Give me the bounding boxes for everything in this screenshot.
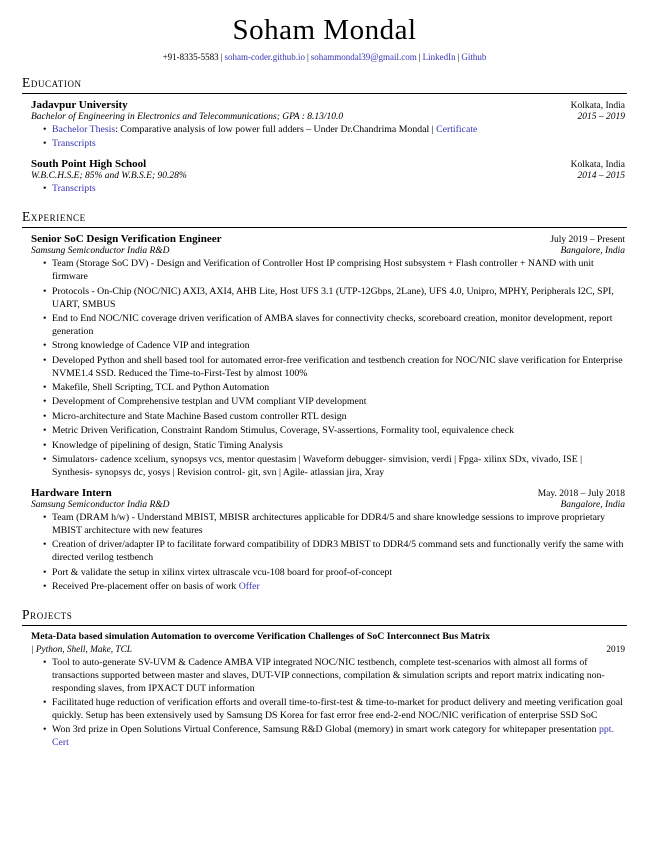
job-dates: July 2019 – Present xyxy=(550,235,625,246)
bullet-item: • Protocols - On-Chip (NOC/NIC) AXI3, AXI4, AHB Lite, Host UFS 3.1 (UTP-12Gbps, 2Lane), UFS 4.0, Unipro, MPHY, Peripherals I2C, SPI, UART, SMBUS xyxy=(43,286,625,312)
bullet-item: • End to End NOC/NIC coverage driven verification of AMBA slaves for connectivity checks, scoreboard creation, monitor development, report generation xyxy=(43,313,625,339)
ppt-link[interactable]: ppt. xyxy=(598,724,614,736)
separator: | xyxy=(306,52,309,62)
bullet-item: • Port & validate the setup in xilinx virtex ultrascale vcu-108 board for proof-of-concept xyxy=(43,567,625,580)
institution-location: Kolkata, India xyxy=(570,160,625,171)
company-name: Samsung Semiconductor India R&D xyxy=(31,500,170,511)
project-subhead xyxy=(31,645,625,655)
bullet-item: • Micro-architecture and State Machine Based custom controller RTL design xyxy=(43,411,625,424)
bullet-text: Received Pre-placement offer on basis of work xyxy=(52,581,239,593)
bullet-item xyxy=(43,183,625,196)
degree-dates: 2015 – 2019 xyxy=(577,112,625,122)
separator: | xyxy=(220,52,223,62)
bullet-item xyxy=(43,724,625,750)
bullet-item xyxy=(43,138,625,151)
project-year: 2019 xyxy=(606,644,625,655)
bullet-list xyxy=(31,258,625,480)
experience-entry-senior-soc xyxy=(31,233,625,480)
separator: | xyxy=(457,52,460,62)
bullet-item: • Strong knowledge of Cadence VIP and integration xyxy=(43,340,625,353)
project-entry-metadata-automation xyxy=(31,631,625,750)
entry-head xyxy=(31,233,625,245)
bullet-item: • Team (DRAM h/w) - Understand MBIST, MBISR architectures applicable for DDR4/5 and share knowledge sessions to improve proprietary MBIST architecture with new features xyxy=(43,512,625,538)
bullet-item: • Knowledge of pipelining of design, Static Timing Analysis xyxy=(43,440,625,453)
institution-location: Kolkata, India xyxy=(570,101,625,111)
project-name: Meta-Data based simulation Automation to overcome Verification Challenges of SoC Interconnect Bus Matrix xyxy=(31,631,490,643)
bullet-list xyxy=(31,657,625,750)
cert-link[interactable]: Cert xyxy=(52,737,69,749)
email-link[interactable]: sohammondal39@gmail.com xyxy=(310,52,417,62)
bullet-item: • Makefile, Shell Scripting, TCL and Python Automation xyxy=(43,382,625,395)
bullet-list xyxy=(31,124,625,151)
linkedin-link[interactable]: LinkedIn xyxy=(422,52,456,62)
education-entry-jadavpur xyxy=(31,99,625,151)
job-location: Bangalore, India xyxy=(560,246,625,257)
project-tools: | Python, Shell, Make, TCL xyxy=(31,644,132,655)
bullet-text: : Comparative analysis of low power full adders – Under Dr.Chandrima Mondal | xyxy=(115,124,437,135)
bullet-item: • Team (Storage SoC DV) - Design and Verification of Controller Host IP comprising Host subsystem + Flash controller + NAND with unit firmware xyxy=(43,258,625,284)
bullet-item: • Development of Comprehensive testplan and UVM compliant VIP development xyxy=(43,396,625,409)
entry-subhead xyxy=(31,112,625,122)
website-link[interactable]: soham-coder.github.io xyxy=(224,52,305,62)
education-entry-south-point xyxy=(31,158,625,196)
institution-name: Jadavpur University xyxy=(31,99,128,111)
experience-entry-hardware-intern xyxy=(31,487,625,594)
job-dates: May. 2018 – July 2018 xyxy=(537,489,625,500)
separator: | xyxy=(418,52,421,62)
institution-name: South Point High School xyxy=(31,158,147,171)
bachelor-thesis-link[interactable]: Bachelor Thesis xyxy=(52,124,116,135)
bullet-item: • Metric Driven Verification, Constraint Random Stimulus, Coverage, SV-assertions, Formality tool, equivalence check xyxy=(43,425,625,438)
section-title-projects: Projects xyxy=(22,607,627,626)
section-education xyxy=(22,75,627,196)
entry-head xyxy=(31,487,625,499)
job-role: Senior SoC Design Verification Engineer xyxy=(31,233,222,246)
contact-line xyxy=(22,52,627,62)
certificate-link[interactable]: Certificate xyxy=(436,124,478,135)
bullet-item: • Facilitated huge reduction of verification efforts and overall time-to-first-test & time-to-market for product delivery and meeting verification goal quickly. Setup has been extensively used by Samsung DS Korea for fast error free end-2-end NOC/NIC verification of enterprise SSD SoC xyxy=(43,697,625,723)
candidate-name: Soham Mondal xyxy=(232,14,417,46)
company-name: Samsung Semiconductor India R&D xyxy=(31,246,170,257)
bullet-item: • Tool to auto-generate SV-UVM & Cadence AMBA VIP integrated NOC/NIC testbench, complete test-scenarios with almost all forms of transactions supported between master and slaves, DUT-VIP connections, compilation & simulation scripts and report matrix indicating non-responding slaves, from IPXACT DUT information xyxy=(43,657,625,696)
bullet-text: Won 3rd prize in Open Solutions Virtual Conference, Samsung R&D Global (memory) in smart work category for whitepaper presentation xyxy=(52,724,599,736)
bullet-item: • Simulators- cadence xcelium, synopsys vcs, mentor questasim | Waveform debugger- simvision, verdi | Fpga- xilinx SDx, vivado, ISE | Synthesis- synopsys dc, yosys | Revision control- git, svn | Agile- atlassian jira, Xray xyxy=(43,454,625,480)
job-location: Bangalore, India xyxy=(560,500,625,511)
resume-header xyxy=(22,14,627,62)
phone-text: +91-8335-5583 xyxy=(162,52,219,62)
section-title-experience: Experience xyxy=(22,209,627,228)
bullet-list xyxy=(31,183,625,196)
transcripts-link[interactable]: Transcripts xyxy=(52,183,96,195)
bullet-item: • Creation of driver/adapter IP to facilitate forward compatibility of DDR3 MBIST to DDR4/5 command sets and functionally verify the same with directed verilog testbench xyxy=(43,539,625,565)
bullet-item: • Developed Python and shell based tool for automated error-free verification and testbench creation for NOC/NIC slave verification for Enterprise NVME1.4 SSD. Reduced the Time-to-First-Test by almost 100% xyxy=(43,355,625,381)
entry-subhead xyxy=(31,246,625,256)
section-experience xyxy=(22,209,627,594)
entry-head xyxy=(31,158,625,170)
github-link[interactable]: Github xyxy=(461,52,487,62)
degree-text: W.B.C.H.S.E; 85% and W.B.S.E; 90.28% xyxy=(31,171,187,182)
entry-subhead xyxy=(31,171,625,181)
bullet-item xyxy=(43,124,625,137)
degree-dates: 2014 – 2015 xyxy=(577,171,625,182)
entry-head xyxy=(31,99,625,111)
bullet-item xyxy=(43,581,625,594)
offer-link[interactable]: Offer xyxy=(238,581,260,593)
entry-subhead xyxy=(31,500,625,510)
job-role: Hardware Intern xyxy=(31,487,112,500)
section-projects xyxy=(22,607,627,750)
degree-text: Bachelor of Engineering in Electronics and Telecommunications; GPA : 8.13/10.0 xyxy=(31,112,344,122)
section-title-education: Education xyxy=(22,75,627,94)
bullet-list xyxy=(31,512,625,594)
transcripts-link[interactable]: Transcripts xyxy=(52,138,96,150)
